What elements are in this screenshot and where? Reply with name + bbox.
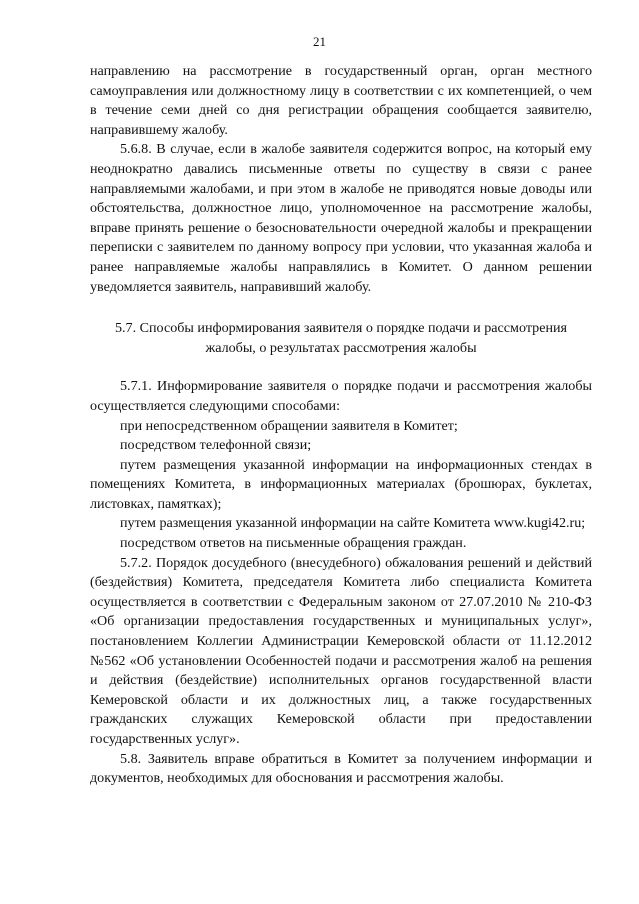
list-item-website: путем размещения указанной информации на сайте Комитета www.kugi42.ru;: [120, 515, 586, 532]
paragraph-5-6-8: 5.6.8. В случае, если в жалобе заявителя содержится вопрос, на который ему неоднократно давались письменные ответы по существу в связи с ранее направляемыми жалобами, и при этом в жалобе не приводятся новые доводы или обстоятельства, должностное лицо, уполномоченное на рассмотрение жалобы, вправе принять решение о безосновательности очередной жалобы и прекращении переписки с заявителем по данному вопросу при условии, что указанная жалоба и ранее направляемые жалобы направлялись в Комитет. О данном решении уведомляется заявитель, направивший жалобу.: [90, 141, 592, 295]
document-body: [90, 62, 592, 789]
section-heading-5-7: 5.7. Способы информирования заявителя о порядке подачи и рассмотрения жалобы, о результатах рассмотрения жалобы: [114, 320, 568, 356]
list-item-written-replies: посредством ответов на письменные обращения граждан.: [120, 535, 467, 552]
page-number: 21: [313, 34, 326, 49]
paragraph-continuation: направлению на рассмотрение в государственный орган, орган местного самоуправления или должностному лицу в соответствии с их компетенцией, о чем в течение семи дней со дня регистрации обращения сообщается заявителю, направившему жалобу.: [90, 63, 592, 138]
paragraph-5-8: 5.8. Заявитель вправе обратиться в Комитет за получением информации и документов, необходимых для обоснования и рассмотрения жалобы.: [90, 750, 592, 787]
list-item-phone: посредством телефонной связи;: [120, 437, 312, 454]
list-item-stands: путем размещения указанной информации на информационных стендах в помещениях Комитета, в информационных материалах (брошюрах, буклетах, листовках, памятках);: [90, 456, 592, 512]
paragraph-5-7-1: 5.7.1. Информирование заявителя о порядке подачи и рассмотрения жалобы осуществляется следующими способами:: [90, 378, 592, 414]
list-item-direct-contact: при непосредственном обращении заявителя в Комитет;: [120, 417, 458, 434]
paragraph-5-7-2: 5.7.2. Порядок досудебного (внесудебного) обжалования решений и действий (бездействия) Комитета, председателя Комитета либо специалиста Комитета осуществляется в соответствии с Федеральным законом от 27.07.2010 № 210-ФЗ «Об организации предоставления государственных и муниципальных услуг», постановлением Коллегии Администрации Кемеровской области от 11.12.2012 №562 «Об установлении Особенностей подачи и рассмотрения жалоб на решения и действия (бездействие) исполнительных органов государственной власти Кемеровской области и их должностных лиц, а также государственных гражданских служащих Кемеровской области при предоставлении государственных услуг».: [90, 554, 592, 747]
